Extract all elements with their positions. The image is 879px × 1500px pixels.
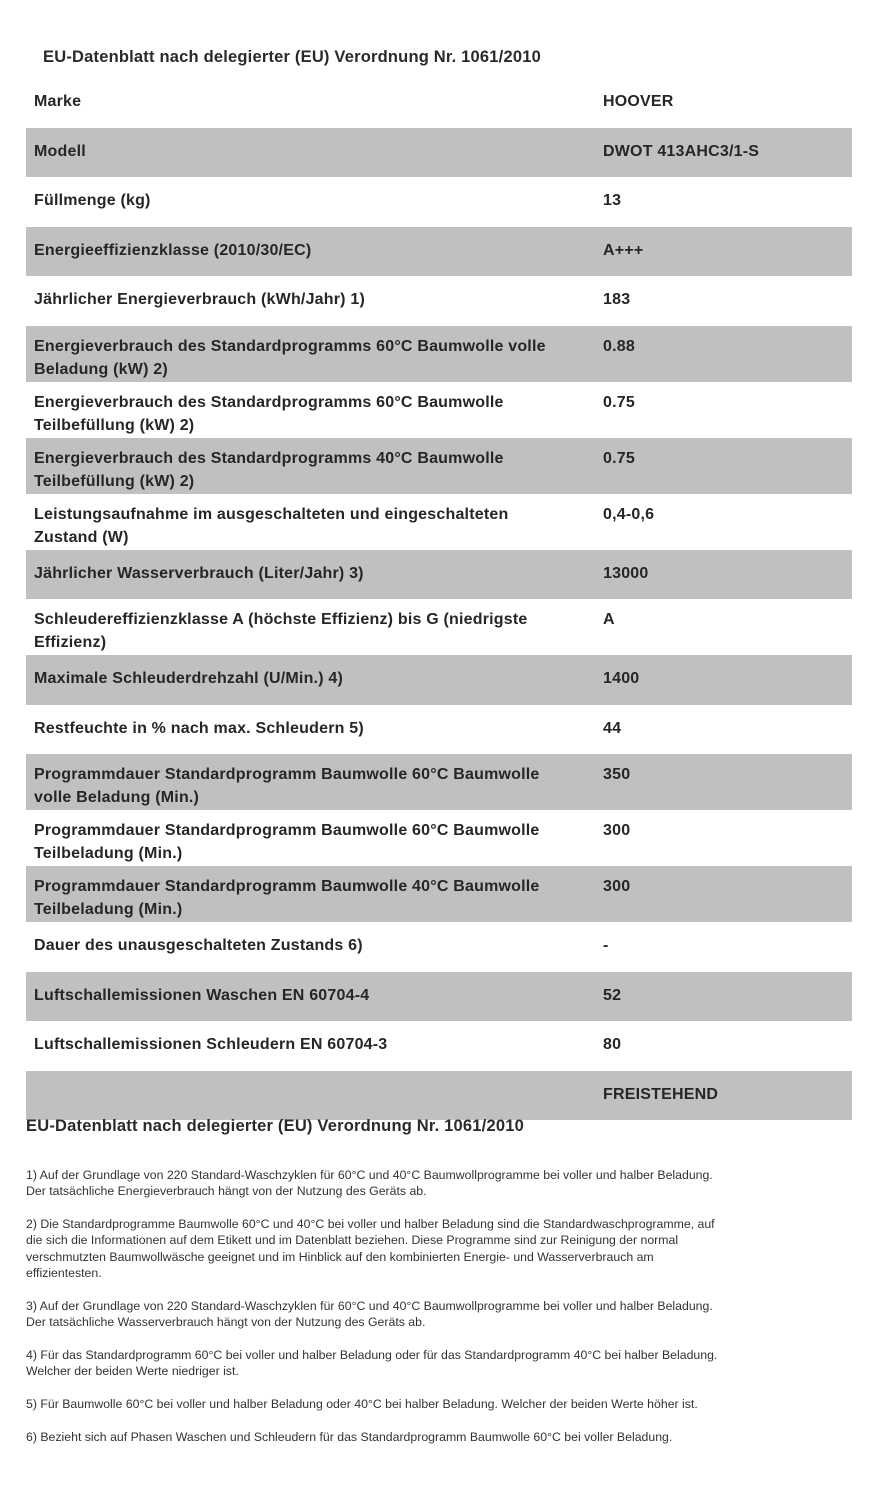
row-value: 300	[603, 878, 631, 895]
row-label: Füllmenge (kg)	[34, 192, 151, 209]
row-label: Dauer des unausgeschalteten Zustands 6)	[34, 937, 363, 954]
row-label: Energieverbrauch des Standardprogramms 60°C Baumwolle Teilbefüllung (kW) 2)	[34, 393, 504, 434]
table-row	[26, 550, 852, 600]
table-row	[26, 866, 852, 922]
row-label: Programmdauer Standardprogramm Baumwolle 40°C Baumwolle Teilbeladung (Min.)	[34, 878, 540, 918]
footnote: 4) Für das Standardprogramm 60°C bei voller und halber Beladung oder für das Standardprogramm 40°C bei halber Beladung. Welcher der beiden Werte niedriger ist.	[26, 1347, 718, 1379]
row-value: 52	[603, 986, 622, 1004]
row-value: 300	[603, 822, 631, 839]
table-row	[26, 705, 852, 755]
datasheet-table	[26, 78, 852, 1120]
table-row	[26, 972, 852, 1022]
row-value: 1400	[603, 670, 640, 687]
table-row	[26, 227, 852, 277]
table-row	[26, 326, 852, 382]
footnote: 2) Die Standardprogramme Baumwolle 60°C und 40°C bei voller und halber Beladung sind die Standardwaschprogramme, auf die sich die Informationen auf dem Etikett und im Datenblatt beziehen. Diese Programme sind zur Reinigung der normal verschmutzten Baumwollwäsche geeignet und im Hinblick auf den kombinierten Energie- und Wasserverbrauch am effizientesten.	[26, 1217, 715, 1280]
row-label: Programmdauer Standardprogramm Baumwolle 60°C Baumwolle Teilbeladung (Min.)	[34, 822, 540, 862]
footnote: 1) Auf der Grundlage von 220 Standard-Waschzyklen für 60°C und 40°C Baumwollprogramme bei voller und halber Beladung. Der tatsächliche Energieverbrauch hängt von der Nutzung des Geräts ab.	[26, 1168, 713, 1199]
table-row	[26, 922, 852, 972]
table-row	[26, 128, 852, 178]
page-title: EU-Datenblatt nach delegierter (EU) Verordnung Nr. 1061/2010	[43, 48, 541, 66]
row-label: Energieverbrauch des Standardprogramms 60°C Baumwolle volle Beladung (kW) 2)	[34, 337, 546, 378]
table-row	[26, 599, 852, 655]
table-row	[26, 810, 852, 866]
footer-title: EU-Datenblatt nach delegierter (EU) Verordnung Nr. 1061/2010	[26, 1117, 524, 1135]
row-label: Energieverbrauch des Standardprogramms 40°C Baumwolle Teilbefüllung (kW) 2)	[34, 449, 504, 490]
row-value: 44	[603, 719, 622, 737]
row-value: DWOT 413AHC3/1-S	[603, 142, 760, 160]
table-row	[26, 1021, 852, 1071]
row-label: Jährlicher Energieverbrauch (kWh/Jahr) 1)	[34, 291, 365, 308]
table-row	[26, 177, 852, 227]
table-row	[26, 438, 852, 494]
row-label: Jährlicher Wasserverbrauch (Liter/Jahr) 3)	[34, 564, 364, 582]
row-label: Marke	[34, 93, 82, 110]
row-value: 0.75	[603, 393, 635, 411]
row-label: Restfeuchte in % nach max. Schleudern 5)	[34, 719, 364, 737]
row-label: Maximale Schleuderdrehzahl (U/Min.) 4)	[34, 670, 343, 687]
row-value: A+++	[603, 241, 644, 259]
row-value: 183	[603, 291, 631, 308]
row-value: 350	[603, 766, 631, 783]
row-value: 13	[603, 192, 622, 209]
row-value: A	[603, 611, 615, 628]
row-value: 0.88	[603, 337, 635, 355]
row-value: 0,4-0,6	[603, 505, 655, 523]
table-row	[26, 494, 852, 550]
row-label: Modell	[34, 142, 86, 160]
table-row	[26, 1071, 852, 1121]
row-value: HOOVER	[603, 93, 674, 110]
row-label: Luftschallemissionen Schleudern EN 60704-3	[34, 1036, 388, 1053]
footnote: 6) Bezieht sich auf Phasen Waschen und Schleudern für das Standardprogramm Baumwolle 60°C bei voller Beladung.	[26, 1429, 673, 1444]
row-label: Leistungsaufnahme im ausgeschalteten und eingeschalteten Zustand (W)	[34, 505, 509, 546]
table-row	[26, 655, 852, 705]
table-row	[26, 276, 852, 326]
table-row	[26, 382, 852, 438]
row-value: 80	[603, 1036, 622, 1053]
row-value: FREISTEHEND	[603, 1085, 719, 1103]
table-row	[26, 754, 852, 810]
row-label: Luftschallemissionen Waschen EN 60704-4	[34, 986, 370, 1004]
footnote: 3) Auf der Grundlage von 220 Standard-Waschzyklen für 60°C und 40°C Baumwollprogramme bei voller und halber Beladung. Der tatsächliche Wasserverbrauch hängt von der Nutzung des Geräts ab.	[26, 1298, 713, 1330]
table-row	[26, 78, 852, 128]
row-value: 0.75	[603, 449, 635, 467]
footnote: 5) Für Baumwolle 60°C bei voller und halber Beladung oder 40°C bei halber Beladung. Welcher der beiden Werte höher ist.	[26, 1396, 698, 1411]
footnotes	[26, 1167, 726, 1462]
row-label: Programmdauer Standardprogramm Baumwolle 60°C Baumwolle volle Beladung (Min.)	[34, 766, 540, 806]
row-value: 13000	[603, 564, 649, 582]
row-label: Schleudereffizienzklasse A (höchste Effizienz) bis G (niedrigste Effizienz)	[34, 611, 528, 651]
row-label: Energieeffizienzklasse (2010/30/EC)	[34, 241, 312, 259]
row-value: -	[603, 937, 609, 954]
